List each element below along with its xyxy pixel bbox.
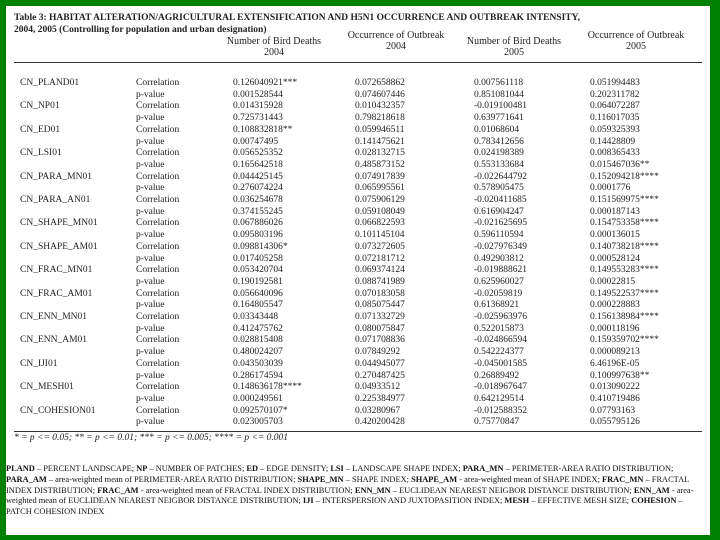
cell-value: 0.071708836 [355, 335, 405, 346]
legend-definition: – area-weighted mean of PERIMETER-AREA RATIO DISTRIBUTION; [46, 474, 298, 484]
table-row [6, 324, 710, 335]
cell-value: 0.085075447 [355, 300, 405, 311]
cell-value: 0.056525352 [233, 148, 283, 159]
cell-value: 0.542224377 [474, 347, 524, 358]
cell-value: 0.101145104 [355, 230, 405, 241]
cell-value: 0.067886026 [233, 218, 283, 229]
cell-value: 0.072658862 [355, 78, 405, 88]
cell-value: 0.149553283**** [590, 265, 659, 276]
row-statistic: Correlation [136, 148, 180, 159]
row-variable: CN_SHAPE_AM01 [20, 241, 98, 252]
legend-abbreviation: FRAC_MN [602, 474, 644, 484]
cell-value: 0.75770847 [474, 417, 520, 428]
cell-value: 0.553133684 [474, 159, 524, 170]
cell-value: -0.012588352 [474, 405, 528, 416]
cell-value: 0.036254678 [233, 195, 283, 205]
cell-value: 0.055795126 [590, 417, 640, 428]
legend-definition: – PERCENT LANDSCAPE; [34, 464, 137, 473]
table-row [6, 90, 710, 101]
legend-definition: – EFFECTIVE MESH SIZE; [529, 496, 632, 506]
legend-abbreviation: MESH [504, 496, 530, 506]
cell-value: 0.065995561 [355, 183, 405, 194]
cell-value: 0.492903812 [474, 253, 524, 264]
row-statistic: p-value [136, 300, 165, 311]
legend-definition: – LANDSCAPE SHAPE INDEX; [343, 464, 463, 473]
header-rule [14, 62, 702, 63]
cell-value: 0.013090222 [590, 382, 640, 393]
cell-value: 0.14428809 [590, 136, 636, 147]
row-statistic: Correlation [136, 312, 180, 322]
row-statistic: Correlation [136, 241, 180, 252]
cell-value: 0.000118196 [590, 323, 640, 334]
cell-value: 0.159359702**** [590, 335, 659, 346]
legend-abbreviation: NP [136, 464, 148, 473]
cell-value: 0.190192581 [233, 276, 283, 287]
cell-value: 0.017405258 [233, 253, 283, 264]
legend-abbreviation: PARA_MN [462, 464, 504, 473]
cell-value: 0.165642518 [233, 159, 283, 170]
cell-value: 0.141475621 [355, 136, 405, 147]
row-statistic: Correlation [136, 335, 180, 346]
table-row [6, 417, 710, 428]
table-row [6, 78, 710, 89]
cell-value: 0.225384977 [355, 393, 405, 404]
cell-value: 6.46196E-05 [590, 358, 640, 369]
cell-value: 0.028815408 [233, 335, 283, 346]
cell-value: 0.095803196 [233, 230, 283, 241]
cell-value: -0.020411685 [474, 195, 527, 205]
cell-value: 0.270487425 [355, 370, 405, 381]
cell-value: 0.092570107* [233, 405, 288, 416]
legend-definition: – PATCH COHESION INDEX [6, 496, 683, 517]
row-variable: CN_FRAC_AM01 [20, 288, 93, 299]
cell-value: 0.108832818** [233, 124, 293, 135]
legend-abbreviation: LSI [330, 464, 344, 473]
legend-abbreviation: ENN_AM [633, 485, 670, 495]
cell-value: 0.00022815 [590, 276, 636, 287]
cell-value: 0.140738218**** [590, 241, 659, 252]
cell-value: -0.019100481 [474, 101, 528, 112]
cell-value: 0.075906129 [355, 195, 405, 205]
cell-value: 0.480024207 [233, 347, 283, 358]
legend-abbreviation: ED [246, 464, 259, 473]
cell-value: 0.014315928 [233, 101, 283, 112]
cell-value: 0.286174594 [233, 370, 283, 381]
cell-value: 0.015467036** [590, 159, 650, 170]
row-variable: CN_LSI01 [20, 148, 62, 159]
table-row [6, 113, 710, 124]
cell-value: 0.01068604 [474, 124, 520, 135]
cell-value: 0.088741989 [355, 276, 405, 287]
column-header-4: Occurrence of Outbreak 2005 [587, 30, 685, 52]
row-statistic: Correlation [136, 124, 180, 135]
row-statistic: p-value [136, 347, 165, 358]
cell-value: 0.069374124 [355, 265, 405, 276]
table-row [6, 218, 710, 229]
cell-value: 0.098814306* [233, 241, 288, 252]
cell-value: -0.022644792 [474, 171, 528, 182]
cell-value: -0.045001585 [474, 358, 528, 369]
cell-value: 0.410719486 [590, 393, 640, 404]
cell-value: 0.008365433 [590, 148, 640, 159]
cell-value: 0.616904247 [474, 206, 524, 217]
legend-abbreviation: IJI [302, 496, 314, 506]
cell-value: 0.420200428 [355, 417, 405, 428]
row-variable: CN_NP01 [20, 101, 60, 112]
column-header-2: Occurrence of Outbreak 2004 [347, 30, 445, 52]
row-statistic: p-value [136, 393, 165, 404]
cell-value: 0.007561118 [474, 78, 524, 88]
table-row [6, 394, 710, 405]
cell-value: 0.485873152 [355, 159, 405, 170]
cell-value: 0.056640096 [233, 288, 283, 299]
table-row [6, 277, 710, 288]
cell-value: 0.851081044 [474, 89, 524, 100]
row-statistic: p-value [136, 89, 165, 100]
row-statistic: p-value [136, 417, 165, 428]
table-row [6, 371, 710, 382]
table-row [6, 125, 710, 136]
legend-abbreviation: FRAC_AM [97, 485, 139, 495]
cell-value: 0.151569975**** [590, 195, 659, 205]
table-row [6, 406, 710, 417]
row-statistic: p-value [136, 159, 165, 170]
row-statistic: p-value [136, 136, 165, 147]
table-panel [6, 6, 710, 535]
table-row [6, 335, 710, 346]
legend-definition: - area-weighted mean of FRACTAL INDEX DISTRIBUTION; [138, 485, 355, 495]
cell-value: 0.596110594 [474, 230, 524, 241]
legend-definition: - area-weighted mean of SHAPE INDEX; [457, 474, 603, 484]
cell-value: 0.412475762 [233, 323, 283, 334]
row-statistic: p-value [136, 206, 165, 217]
row-statistic: Correlation [136, 78, 180, 88]
cell-value: 0.03280967 [355, 405, 401, 416]
column-header-3: Number of Bird Deaths 2005 [466, 36, 562, 58]
cell-value: 0.374155245 [233, 206, 283, 217]
cell-value: 0.0001776 [590, 183, 631, 194]
cell-value: 0.100997638** [590, 370, 650, 381]
row-statistic: Correlation [136, 171, 180, 182]
legend-abbreviation: PARA_AM [6, 474, 47, 484]
row-statistic: p-value [136, 113, 165, 124]
cell-value: -0.021625695 [474, 218, 528, 229]
table-row [6, 148, 710, 159]
bottom-rule [14, 431, 702, 432]
significance-footnote: * = p <= 0.05; ** = p <= 0.01; *** = p <= 0.005; **** = p <= 0.001 [14, 433, 289, 443]
cell-value: 0.010432357 [355, 101, 405, 112]
table-row [6, 101, 710, 112]
row-variable: CN_ENN_AM01 [20, 335, 88, 346]
row-statistic: Correlation [136, 218, 180, 229]
cell-value: 0.072181712 [355, 253, 405, 264]
cell-value: 0.059946511 [355, 124, 405, 135]
cell-value: 0.276074224 [233, 183, 283, 194]
legend-abbreviation: SHAPE_MN [297, 474, 344, 484]
row-variable: CN_PARA_MN01 [20, 171, 92, 182]
row-statistic: Correlation [136, 358, 180, 369]
legend-definition: – EUCLIDEAN NEAREST NEIGBOR DISTANCE DISTRIBUTION; [390, 485, 634, 495]
row-statistic: Correlation [136, 101, 180, 112]
cell-value: 0.61368921 [474, 300, 520, 311]
cell-value: -0.025963976 [474, 312, 528, 322]
row-statistic: p-value [136, 323, 165, 334]
table-row [6, 312, 710, 323]
row-variable: CN_SHAPE_MN01 [20, 218, 98, 229]
row-statistic: p-value [136, 370, 165, 381]
cell-value: 0.126040921*** [233, 78, 298, 88]
table-row [6, 183, 710, 194]
cell-value: 0.070183058 [355, 288, 405, 299]
legend-definition: – INTERSPERSION AND JUXTOPASITION INDEX; [313, 496, 505, 506]
table-row [6, 300, 710, 311]
row-statistic: p-value [136, 230, 165, 241]
cell-value: 0.149522537**** [590, 288, 659, 299]
legend-definition: – FRACTAL INDEX DISTRIBUTION; [6, 474, 689, 495]
cell-value: 0.073272605 [355, 241, 405, 252]
row-statistic: p-value [136, 253, 165, 264]
cell-value: -0.018967647 [474, 382, 528, 393]
abbreviation-legend [6, 464, 710, 518]
cell-value: 0.00747495 [233, 136, 279, 147]
legend-abbreviation: ENN_MN [354, 485, 391, 495]
cell-value: -0.027976349 [474, 241, 528, 252]
cell-value: 0.080075847 [355, 323, 405, 334]
cell-value: 0.000187143 [590, 206, 640, 217]
legend-abbreviation: PLAND [6, 464, 35, 473]
row-variable: CN_MESH01 [20, 382, 74, 393]
cell-value: 0.059108049 [355, 206, 405, 217]
cell-value: 0.066822593 [355, 218, 405, 229]
table-title-line1: Table 3: HABITAT ALTERATION/AGRICULTURAL EXTENSIFICATION AND H5N1 OCCURRENCE AND OUTBREAK INTENSITY, [14, 13, 580, 23]
row-variable: CN_PLAND01 [20, 78, 80, 88]
legend-definition: – NUMBER OF PATCHES; [147, 464, 247, 473]
cell-value: 0.000228883 [590, 300, 640, 311]
row-variable: CN_COHESION01 [20, 405, 96, 416]
table-row [6, 160, 710, 171]
table-row [6, 242, 710, 253]
cell-value: 0.023005703 [233, 417, 283, 428]
table-row [6, 254, 710, 265]
cell-value: 0.156138984**** [590, 312, 659, 322]
legend-abbreviation: SHAPE_AM [411, 474, 458, 484]
legend-definition: – PERIMETER-AREA RATIO DISTRIBUTION; [503, 464, 674, 473]
row-variable: CN_ENN_MN01 [20, 312, 88, 322]
cell-value: 0.064072287 [590, 101, 640, 112]
cell-value: 0.024198389 [474, 148, 524, 159]
table-title-line2: 2004, 2005 (Controlling for population and urban designation) [14, 25, 267, 35]
row-statistic: Correlation [136, 382, 180, 393]
cell-value: 0.001528544 [233, 89, 283, 100]
cell-value: 0.07793163 [590, 405, 636, 416]
legend-definition: – SHAPE INDEX; [343, 474, 412, 484]
cell-value: 0.000089213 [590, 347, 640, 358]
row-statistic: Correlation [136, 405, 180, 416]
row-statistic: Correlation [136, 195, 180, 205]
cell-value: 0.03343448 [233, 312, 279, 322]
cell-value: 0.028132715 [355, 148, 405, 159]
legend-definition: – EDGE DENSITY; [258, 464, 331, 473]
row-statistic: Correlation [136, 288, 180, 299]
cell-value: 0.578905475 [474, 183, 524, 194]
legend-abbreviation: COHESION [631, 496, 677, 506]
cell-value: -0.019888621 [474, 265, 528, 276]
table-row [6, 265, 710, 276]
cell-value: 0.783412656 [474, 136, 524, 147]
cell-value: 0.152094218**** [590, 171, 659, 182]
cell-value: 0.044945077 [355, 358, 405, 369]
cell-value: 0.074607446 [355, 89, 405, 100]
table-row [6, 359, 710, 370]
column-header-1: Number of Bird Deaths 2004 [226, 36, 322, 58]
cell-value: 0.642129514 [474, 393, 524, 404]
row-variable: CN_FRAC_MN01 [20, 265, 93, 276]
cell-value: 0.000528124 [590, 253, 640, 264]
cell-value: 0.202311782 [590, 89, 640, 100]
cell-value: 0.164805547 [233, 300, 283, 311]
table-row [6, 347, 710, 358]
row-variable: CN_IJI01 [20, 358, 58, 369]
cell-value: 0.043503039 [233, 358, 283, 369]
cell-value: 0.044425145 [233, 171, 283, 182]
row-statistic: p-value [136, 183, 165, 194]
row-variable: CN_PARA_AN01 [20, 195, 91, 205]
cell-value: 0.000136015 [590, 230, 640, 241]
table-row [6, 382, 710, 393]
table-row [6, 207, 710, 218]
cell-value: 0.148636178**** [233, 382, 302, 393]
cell-value: 0.051994483 [590, 78, 640, 88]
cell-value: 0.522015873 [474, 323, 524, 334]
row-statistic: Correlation [136, 265, 180, 276]
cell-value: 0.625960027 [474, 276, 524, 287]
cell-value: 0.059325393 [590, 124, 640, 135]
row-variable: CN_ED01 [20, 124, 61, 135]
cell-value: 0.074917839 [355, 171, 405, 182]
table-row [6, 230, 710, 241]
cell-value: -0.024866594 [474, 335, 528, 346]
legend-definition: - area-weighted mean of EUCLIDEAN NEAREST NEIGBOR DISTANCE DISTRIBUTION; [6, 485, 694, 506]
cell-value: 0.639771641 [474, 113, 524, 124]
cell-value: -0.02059819 [474, 288, 523, 299]
cell-value: 0.053420704 [233, 265, 283, 276]
row-statistic: p-value [136, 276, 165, 287]
cell-value: 0.071332729 [355, 312, 405, 322]
table-row [6, 137, 710, 148]
cell-value: 0.798218618 [355, 113, 405, 124]
cell-value: 0.26889492 [474, 370, 520, 381]
cell-value: 0.04933512 [355, 382, 401, 393]
cell-value: 0.116017035 [590, 113, 640, 124]
table-row [6, 289, 710, 300]
cell-value: 0.725731443 [233, 113, 283, 124]
cell-value: 0.07849292 [355, 347, 401, 358]
table-row [6, 172, 710, 183]
cell-value: 0.000249561 [233, 393, 283, 404]
cell-value: 0.154753358**** [590, 218, 659, 229]
table-row [6, 195, 710, 206]
